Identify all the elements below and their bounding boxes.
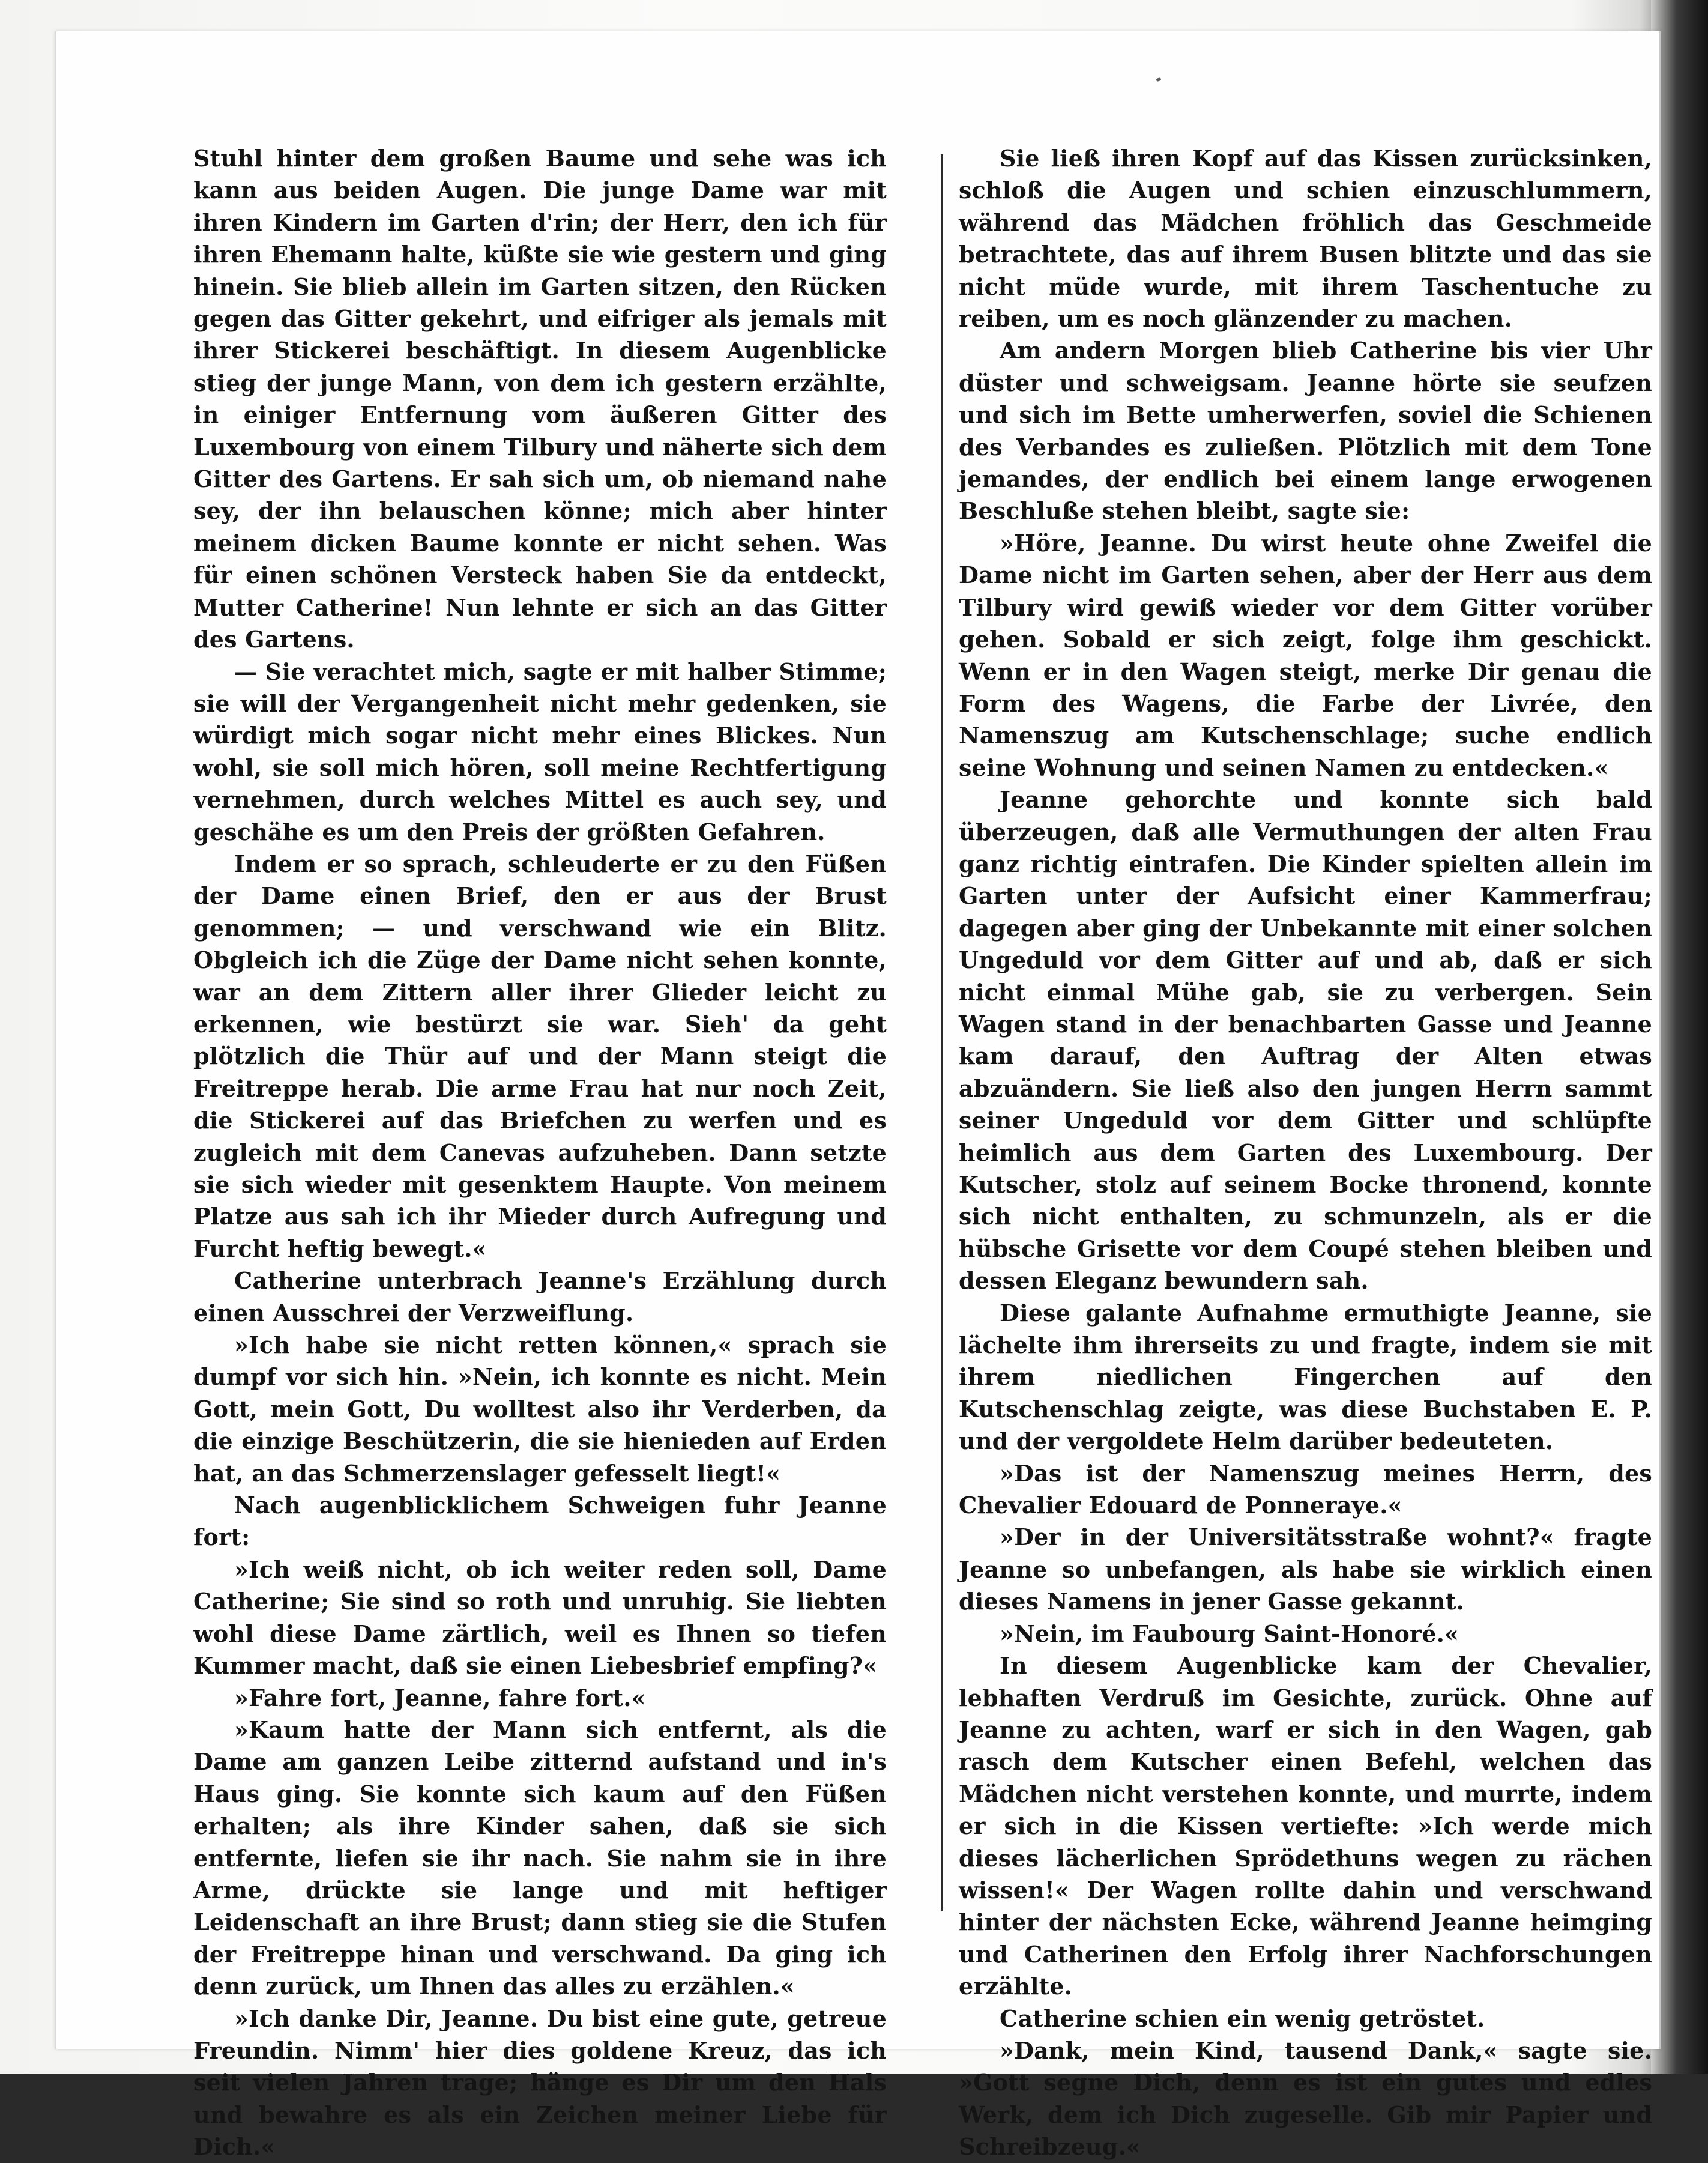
left-column — [193, 142, 887, 2163]
paragraph: Diese galante Aufnahme ermuthigte Jeanne, sie lächelte ihm ihrerseits zu und fragte, indem sie mit ihrem niedlichen Fingerchen auf den Kutschenschlag zeigte, was diese Buchstaben E. P. und der vergoldete Helm darüber bedeuteten. — [959, 1299, 1652, 1455]
right-column — [959, 142, 1652, 2163]
paragraph: »Der in der Universitätsstraße wohnt?« fragte Jeanne so unbefangen, als habe sie wirklich einen dieses Namens in jener Gasse gekannt. — [959, 1523, 1652, 1615]
paragraph: »Ich habe sie nicht retten können,« sprach sie dumpf vor sich hin. »Nein, ich konnte es nicht. Mein Gott, mein Gott, Du wolltest also ihr Verderben, da die einzige Beschützerin, die sie hienieden auf Erden hat, an das Schmerzenslager gefesselt liegt!« — [193, 1331, 887, 1487]
paragraph: Catherine schien ein wenig getröstet. — [1000, 2004, 1485, 2032]
paragraph: Catherine unterbrach Jeanne's Erzählung durch einen Ausschrei der Verzweiflung. — [193, 1267, 887, 1327]
paragraph: »Höre, Jeanne. Du wirst heute ohne Zweifel die Dame nicht im Garten sehen, aber der Herr aus dem Tilbury wird gewiß wieder vor dem Gitter vorüber gehen. Sobald er sich zeigt, folge ihm geschickt. Wenn er in den Wagen steigt, merke Dir genau die Form des Wagens, die Farbe der Livrée, den Namenszug am Kutschenschlage; suche endlich seine Wohnung und seinen Namen zu entdecken.« — [959, 529, 1652, 781]
paragraph: »Ich weiß nicht, ob ich weiter reden soll, Dame Catherine; Sie sind so roth und unruhig. Sie liebten wohl diese Dame zärtlich, weil es Ihnen so tiefen Kummer macht, daß sie einen Liebesbrief empfing?« — [193, 1555, 887, 1680]
paragraph: Sie ließ ihren Kopf auf das Kissen zurücksinken, schloß die Augen und schien einzuschlummern, während das Mädchen fröhlich das Geschmeide betrachtete, das auf ihrem Busen blitzte und das sie nicht müde wurde, mit ihrem Taschentuche zu reiben, um es noch glänzender zu machen. — [959, 145, 1652, 333]
column-divider — [941, 154, 943, 1911]
paragraph: »Das ist der Namenszug meines Herrn, des Chevalier Edouard de Ponneraye.« — [959, 1459, 1652, 1519]
paragraph: »Dank, mein Kind, tausend Dank,« sagte sie. »Gott segne Dich, denn es ist ein gutes und edles Werk, dem ich Dich zugeselle. Gib mir Papier und Schreibzeug.« — [959, 2036, 1652, 2161]
paragraph: Jeanne gehorchte und konnte sich bald überzeugen, daß alle Vermuthungen der alten Frau ganz richtig eintrafen. Die Kinder spielten allein im Garten unter der Aufsicht einer Kammerfrau; dagegen aber ging der Unbekannte mit einer solchen Ungeduld vor dem Gitter auf und ab, daß er sich nicht einmal Mühe gab, sie zu verbergen. Sein Wagen stand in der benachbarten Gasse und Jeanne kam darauf, den Auftrag der Alten etwas abzuändern. Sie ließ also den jungen Herrn sammt seiner Ungeduld vor dem Gitter und schlüpfte heimlich aus dem Garten des Luxembourg. Der Kutscher, stolz auf seinem Bocke thronend, konnte sich nicht enthalten, zu schmunzeln, als er die hübsche Grisette vor dem Coupé stehen bleiben und dessen Eleganz bewundern sah. — [959, 786, 1652, 1295]
paragraph: Stuhl hinter dem großen Baume und sehe was ich kann aus beiden Augen. Die junge Dame war mit ihren Kindern im Garten d'rin; der Herr, den ich für ihren Ehemann halte, küßte sie wie gestern und ging hinein. Sie blieb allein im Garten sitzen, den Rücken gegen das Gitter gekehrt, und eifriger als jemals mit ihrer Stickerei beschäftigt. In diesem Augenblicke stieg der junge Mann, von dem ich gestern erzählte, in einiger Entfernung vom äußeren Gitter des Luxembourg von einem Tilbury und näherte sich dem Gitter des Gartens. Er sah sich um, ob niemand nahe sey, der ihn belauschen könne; mich aber hinter meinem dicken Baume konnte er nicht sehen. Was für einen schönen Versteck haben Sie da entdeckt, Mutter Catherine! Nun lehnte er sich an das Gitter des Gartens. — [193, 145, 887, 653]
paragraph: »Fahre fort, Jeanne, fahre fort.« — [234, 1684, 646, 1711]
paragraph: Nach augenblicklichem Schweigen fuhr Jeanne fort: — [193, 1492, 887, 1551]
book-page — [55, 31, 1661, 2161]
paragraph: Indem er so sprach, schleuderte er zu den Füßen der Dame einen Brief, den er aus der Brust genommen; — und verschwand wie ein Blitz. Obgleich ich die Züge der Dame nicht sehen konnte, war an dem Zittern aller ihrer Glieder leicht zu erkennen, wie bestürzt sie war. Sieh' da geht plötzlich die Thür auf und der Mann steigt die Freitreppe herab. Die arme Frau hat nur noch Zeit, die Stickerei auf das Briefchen zu werfen und es zugleich mit dem Canevas aufzuheben. Dann setzte sie sich wieder mit gesenktem Haupte. Von meinem Platze aus sah ich ihr Mieder durch Aufregung und Furcht heftig bewegt.« — [193, 850, 887, 1262]
paragraph: »Nein, im Faubourg Saint-Honoré.« — [1000, 1620, 1459, 1647]
paragraph: In diesem Augenblicke kam der Chevalier, lebhaften Verdruß im Gesichte, zurück. Ohne auf Jeanne zu achten, warf er sich in den Wagen, gab rasch dem Kutscher einen Befehl, welchen das Mädchen nicht verstehen konnte, und murrte, indem er sich in die Kissen vertiefte: »Ich werde mich dieses lächerlichen Sprödethuns wegen zu rächen wissen!« Der Wagen rollte dahin und verschwand hinter der nächsten Ecke, während Jeanne heimging und Catherinen den Erfolg ihrer Nachforschungen erzählte. — [959, 1652, 1652, 2000]
paragraph: »Ich danke Dir, Jeanne. Du bist eine gute, getreue Freundin. Nimm' hier dies goldene Kreuz, das ich seit vielen Jahren trage; hänge es Dir um den Hals und bewahre es als ein Zeichen meiner Liebe für Dich.« — [193, 2004, 887, 2161]
paragraph: Am andern Morgen blieb Catherine bis vier Uhr düster und schweigsam. Jeanne hörte sie seufzen und sich im Bette umherwerfen, soviel die Schienen des Verbandes es zuließen. Plötzlich mit dem Tone jemandes, der endlich bei einem lange erwogenen Beschluße stehen bleibt, sagte sie: — [959, 337, 1652, 525]
paragraph: »Kaum hatte der Mann sich entfernt, als die Dame am ganzen Leibe zitternd aufstand und in's Haus ging. Sie konnte sich kaum auf den Füßen erhalten; als ihre Kinder sahen, daß sie sich entfernte, liefen sie ihr nach. Sie nahm sie in ihre Arme, drückte sie lange und mit heftiger Leidenschaft an ihre Brust; dann stieg sie die Stufen der Freitreppe hinan und verschwand. Da ging ich denn zurück, um Ihnen das alles zu erzählen.« — [193, 1716, 887, 2000]
ink-speck — [1156, 77, 1161, 82]
paragraph: — Sie verachtet mich, sagte er mit halber Stimme; sie will der Vergangenheit nicht mehr gedenken, sie würdigt mich sogar nicht mehr eines Blickes. Nun wohl, sie soll mich hören, soll meine Rechtfertigung vernehmen, durch welches Mittel es auch sey, und geschähe es um den Preis der größten Gefahren. — [193, 658, 887, 846]
